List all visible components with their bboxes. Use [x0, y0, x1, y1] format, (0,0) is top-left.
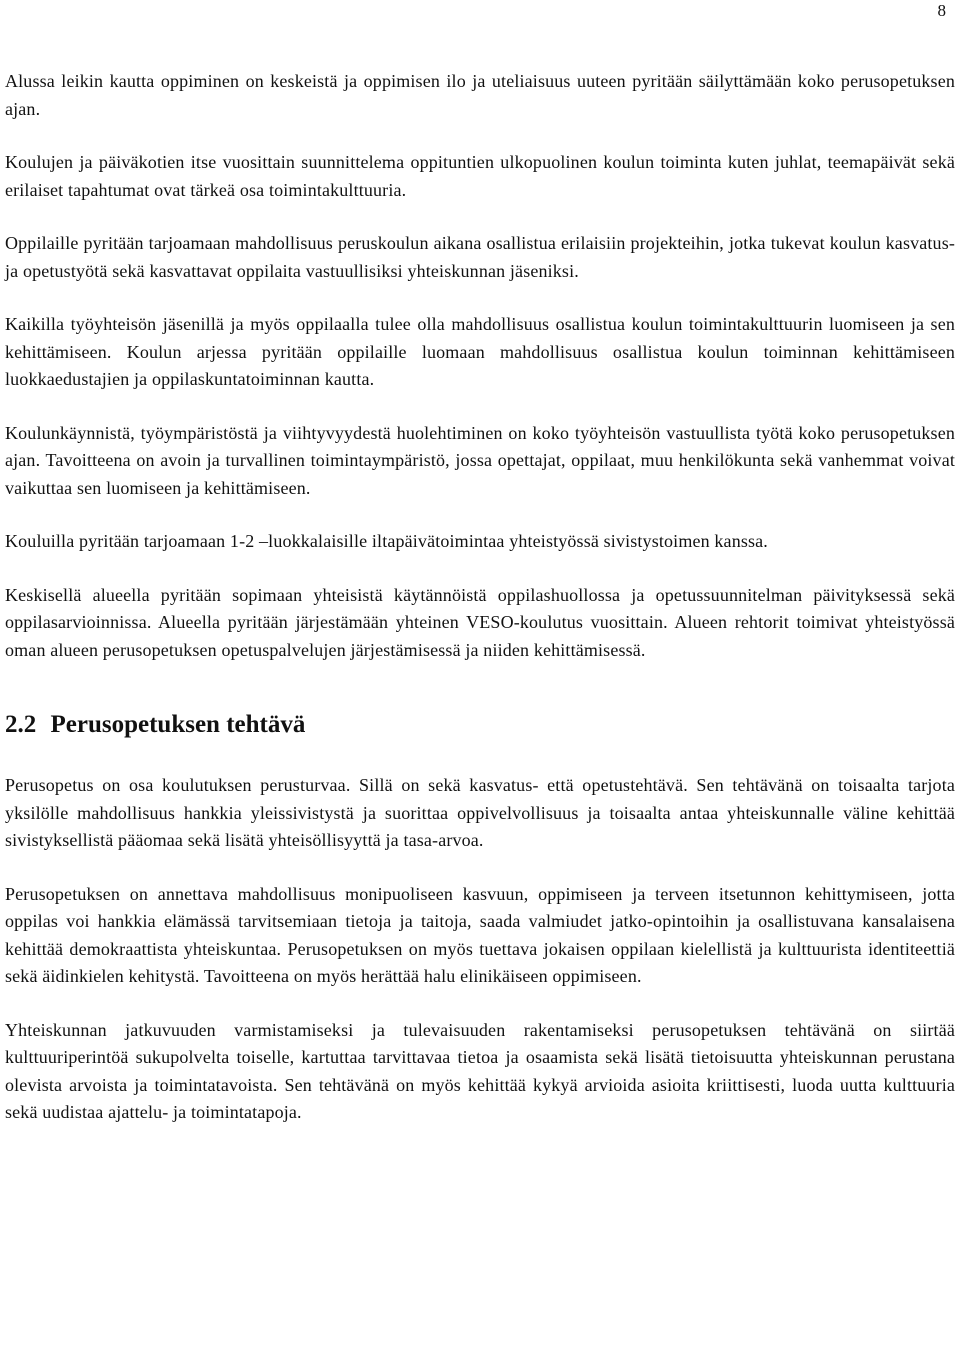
- section-number: 2.2: [5, 711, 37, 738]
- paragraph-basic-education-task: Perusopetus on osa koulutuksen perusturvaa. Sillä on sekä kasvatus- että opetustehtävä. Sen tehtävänä on toisaalta tarjota yksilölle mahdollisuus hankkia yleissivistystä ja suorittaa oppivelvollisuus ja toisaalta antaa yhteiskunnalle väline kehittää sivistyksellistä pääomaa sekä lisätä yhteisöllisyyttä ja tasa-arvoa.: [5, 775, 955, 850]
- paragraph-projects: Oppilaille pyritään tarjoamaan mahdollisuus peruskoulun aikana osallistua erilaisiin projekteihin, jotka tukevat koulun kasvatus- ja opetustyötä sekä kasvattavat oppilaita vastuullisiksi yhteiskunnan jäseniksi.: [5, 233, 955, 281]
- page-number: 8: [937, 1, 946, 20]
- section-heading: [5, 710, 955, 772]
- paragraph-growth-opportunities: Perusopetuksen on annettava mahdollisuus monipuoliseen kasvuun, oppimiseen ja terveen itsetunnon kehittymiseen, jotta oppilas voi hankkia elämässä tarvitsemiaan tietoja ja taitoja, saada valmiudet jatko-opintoihin ja osallistuvana kansalaisena kehittää demokraattista yhteiskuntaa. Perusopetuksen on myös tuettava jokaisen oppilaan kielellistä ja kulttuurista identiteettiä sekä äidinkielen kehitystä. Tavoitteena on myös herättää halu elinikäiseen oppimiseen.: [5, 883, 955, 986]
- paragraph-work-environment: Koulunkäynnistä, työympäristöstä ja viihtyvyydestä huolehtiminen on koko työyhteisön vastuullista työtä koko perusopetuksen ajan. Tavoitteena on avoin ja turvallinen toimintaympäristö, jossa opettajat, oppilaat, muu henkilökunta sekä vanhemmat voivat vaikuttaa sen luomiseen ja kehittämiseen.: [5, 422, 955, 498]
- paragraph-school-culture: Kaikilla työyhteisön jäsenillä ja myös oppilaalla tulee olla mahdollisuus osallistua koulun toimintakulttuurin luomiseen ja sen kehittämiseen. Koulun arjessa pyritään oppilaille luomaan mahdollisuus osallistua koulun toiminnan kehittämiseen luokkaedustajien ja oppilaskuntatoiminnan kautta.: [5, 314, 955, 389]
- document-body: [5, 68, 955, 1153]
- paragraph-afternoon-activities: Kouluilla pyritään tarjoamaan 1-2 –luokkalaisille iltapäivätoimintaa yhteistyössä sivistystoimen kanssa.: [5, 531, 768, 551]
- paragraph-society-continuity: Yhteiskunnan jatkuvuuden varmistamiseksi ja tulevaisuuden rakentamiseksi perusopetuksen tehtävänä on siirtää kulttuuriperintöä sukupolvelta toiselle, kartuttaa tarvittavaa tietoa ja osaamista sekä lisätä tietoisuutta yhteiskunnan perustana olevista arvoista ja toimintatavoista. Sen tehtävänä on myös kehittää kykyä arvioida asioita kriittisesti, luoda uutta kulttuuria sekä uudistaa ajattelu- ja toimintatapoja.: [5, 1019, 955, 1122]
- section-title: Perusopetuksen tehtävä: [50, 711, 306, 738]
- paragraph-school-events: Koulujen ja päiväkotien itse vuosittain suunnittelema oppituntien ulkopuolinen koulun toiminta kuten juhlat, teemapäivät sekä erilaiset tapahtumat ovat tärkeä osa toimintakulttuuria.: [5, 152, 955, 200]
- paragraph-regional-cooperation: Keskisellä alueella pyritään sopimaan yhteisistä käytännöistä oppilashuollossa ja opetussuunnitelman päivityksessä sekä oppilasarvioinnissa. Alueella pyritään järjestämään yhteinen VESO-koulutus vuosittain. Alueen rehtorit toimivat yhteistyössä oman alueen perusopetuksen opetuspalvelujen järjestämisessä ja niiden kehittämisessä.: [5, 584, 955, 660]
- paragraph-play-learning: Alussa leikin kautta oppiminen on keskeistä ja oppimisen ilo ja uteliaisuus uuteen pyritään säilyttämään koko perusopetuksen ajan.: [5, 71, 955, 119]
